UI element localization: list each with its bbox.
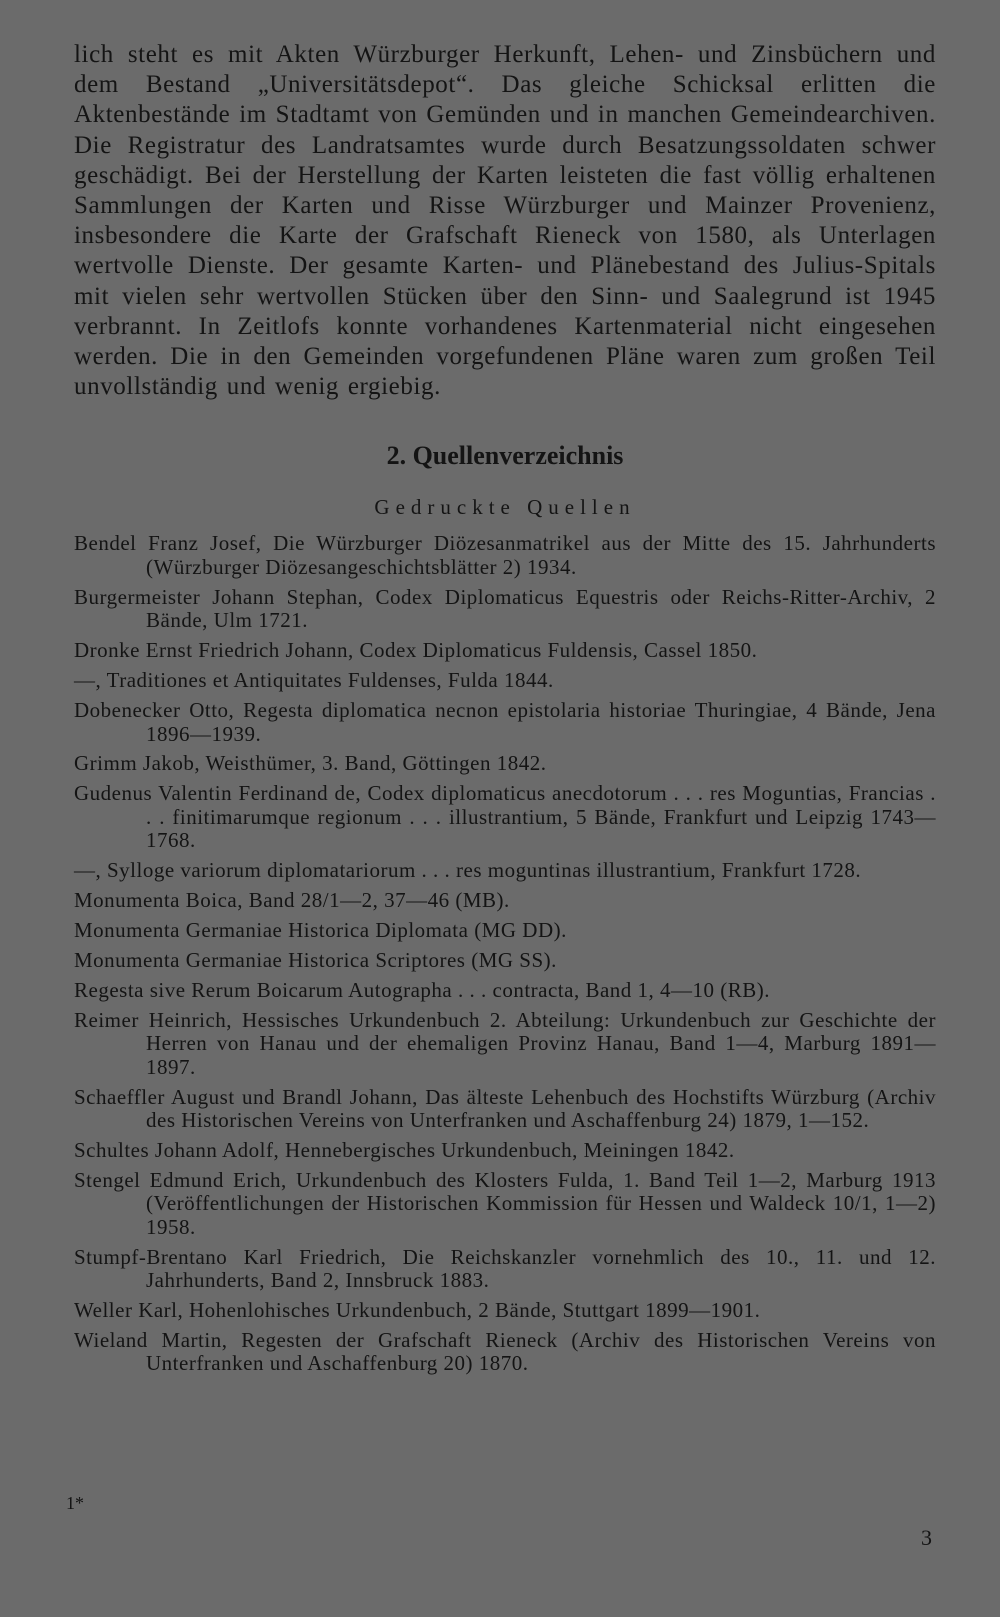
subsection-title: Gedruckte Quellen: [374, 495, 636, 520]
reference-entry: Burgermeister Johann Stephan, Codex Diplomaticus Equestris oder Reichs-Ritter-Archiv, 2 Bände, Ulm 1721.: [74, 584, 936, 633]
reference-entry: Stumpf-Brentano Karl Friedrich, Die Reichskanzler vornehmlich des 10., 11. und 12. Jahrhunderts, Band 2, Innsbruck 1883.: [74, 1244, 936, 1293]
page-number: 3: [921, 1525, 932, 1550]
reference-entry: Monumenta Germaniae Historica Diplomata (MG DD).: [74, 917, 567, 942]
intro-paragraph: lich steht es mit Akten Würzburger Herkunft, Lehen- und Zinsbüchern und dem Bestand „Universitätsdepot“. Das gleiche Schicksal erlitten die Aktenbestände im Stadtamt von Gemünden und in manchen Gemeindearchiven. Die Registratur des Landratsamtes wurde durch Besatzungssoldaten schwer geschädigt. Bei der Herstellung der Karten leisteten die fast völlig erhaltenen Sammlungen der Karten und Risse Würzburger und Mainzer Provenienz, insbesondere die Karte der Grafschaft Rieneck von 1580, als Unterlagen wertvolle Dienste. Der gesamte Karten- und Plänebestand des Julius-Spitals mit vielen sehr wertvollen Stücken über den Sinn- und Saalegrund ist 1945 verbrannt. In Zeitlofs konnte vorhandenes Kartenmaterial nicht eingesehen werden. Die in den Gemeinden vorgefundenen Pläne waren zum großen Teil unvollständig und wenig ergiebig.: [74, 41, 936, 401]
reference-entry: Weller Karl, Hohenlohisches Urkundenbuch, 2 Bände, Stuttgart 1899—1901.: [74, 1298, 761, 1323]
signature-mark: 1*: [66, 1493, 84, 1513]
reference-entry: Schultes Johann Adolf, Hennebergisches Urkundenbuch, Meiningen 1842.: [74, 1137, 735, 1162]
reference-entry: Reimer Heinrich, Hessisches Urkundenbuch 2. Abteilung: Urkundenbuch zur Geschichte der Herren von Hanau und der ehemaligen Provinz Hanau, Band 1—4, Marburg 1891—1897.: [74, 1007, 936, 1079]
reference-entry: —, Sylloge variorum diplomatariorum . . . res moguntinas illustrantium, Frankfurt 1728.: [74, 858, 862, 883]
reference-entry: Monumenta Germaniae Historica Scriptores (MG SS).: [74, 947, 557, 972]
reference-entry: Dobenecker Otto, Regesta diplomatica necnon epistolaria historiae Thuringiae, 4 Bände, Jena 1896—1939.: [74, 698, 936, 746]
reference-entry: Grimm Jakob, Weisthümer, 3. Band, Göttingen 1842.: [74, 751, 547, 776]
reference-entry: Schaeffler August und Brandl Johann, Das älteste Lehenbuch des Hochstifts Würzburg (Archiv des Historischen Vereins von Unterfranken und Aschaffenburg 24) 1879, 1—152.: [74, 1084, 936, 1133]
reference-entry: Monumenta Boica, Band 28/1—2, 37—46 (MB).: [74, 888, 510, 913]
reference-entry: Bendel Franz Josef, Die Würzburger Diözesanmatrikel aus der Mitte des 15. Jahrhunderts (Würzburger Diözesangeschichtsblätter 2) 1934.: [74, 531, 936, 579]
section-title: 2. Quellenverzeichnis: [386, 441, 624, 471]
page-content: [74, 40, 936, 1382]
reference-list: [74, 532, 936, 1376]
reference-entry: Wieland Martin, Regesten der Grafschaft Rieneck (Archiv des Historischen Vereins von Unterfranken und Aschaffenburg 20) 1870.: [74, 1327, 936, 1376]
reference-entry: —, Traditiones et Antiquitates Fuldenses, Fulda 1844.: [74, 668, 554, 693]
reference-entry: Gudenus Valentin Ferdinand de, Codex diplomaticus anecdotorum . . . res Moguntias, Francias . . . finitimarumque regionum . . . illustrantium, 5 Bände, Frankfurt und Leipzig 1743—1768.: [74, 781, 936, 853]
reference-entry: Dronke Ernst Friedrich Johann, Codex Diplomaticus Fuldensis, Cassel 1850.: [74, 638, 758, 663]
reference-entry: Regesta sive Rerum Boicarum Autographa . . . contracta, Band 1, 4—10 (RB).: [74, 977, 771, 1002]
reference-entry: Stengel Edmund Erich, Urkundenbuch des Klosters Fulda, 1. Band Teil 1—2, Marburg 1913 (Veröffentlichungen der Historischen Kommission für Hessen und Waldeck 10/1, 1—2) 1958.: [74, 1167, 936, 1239]
